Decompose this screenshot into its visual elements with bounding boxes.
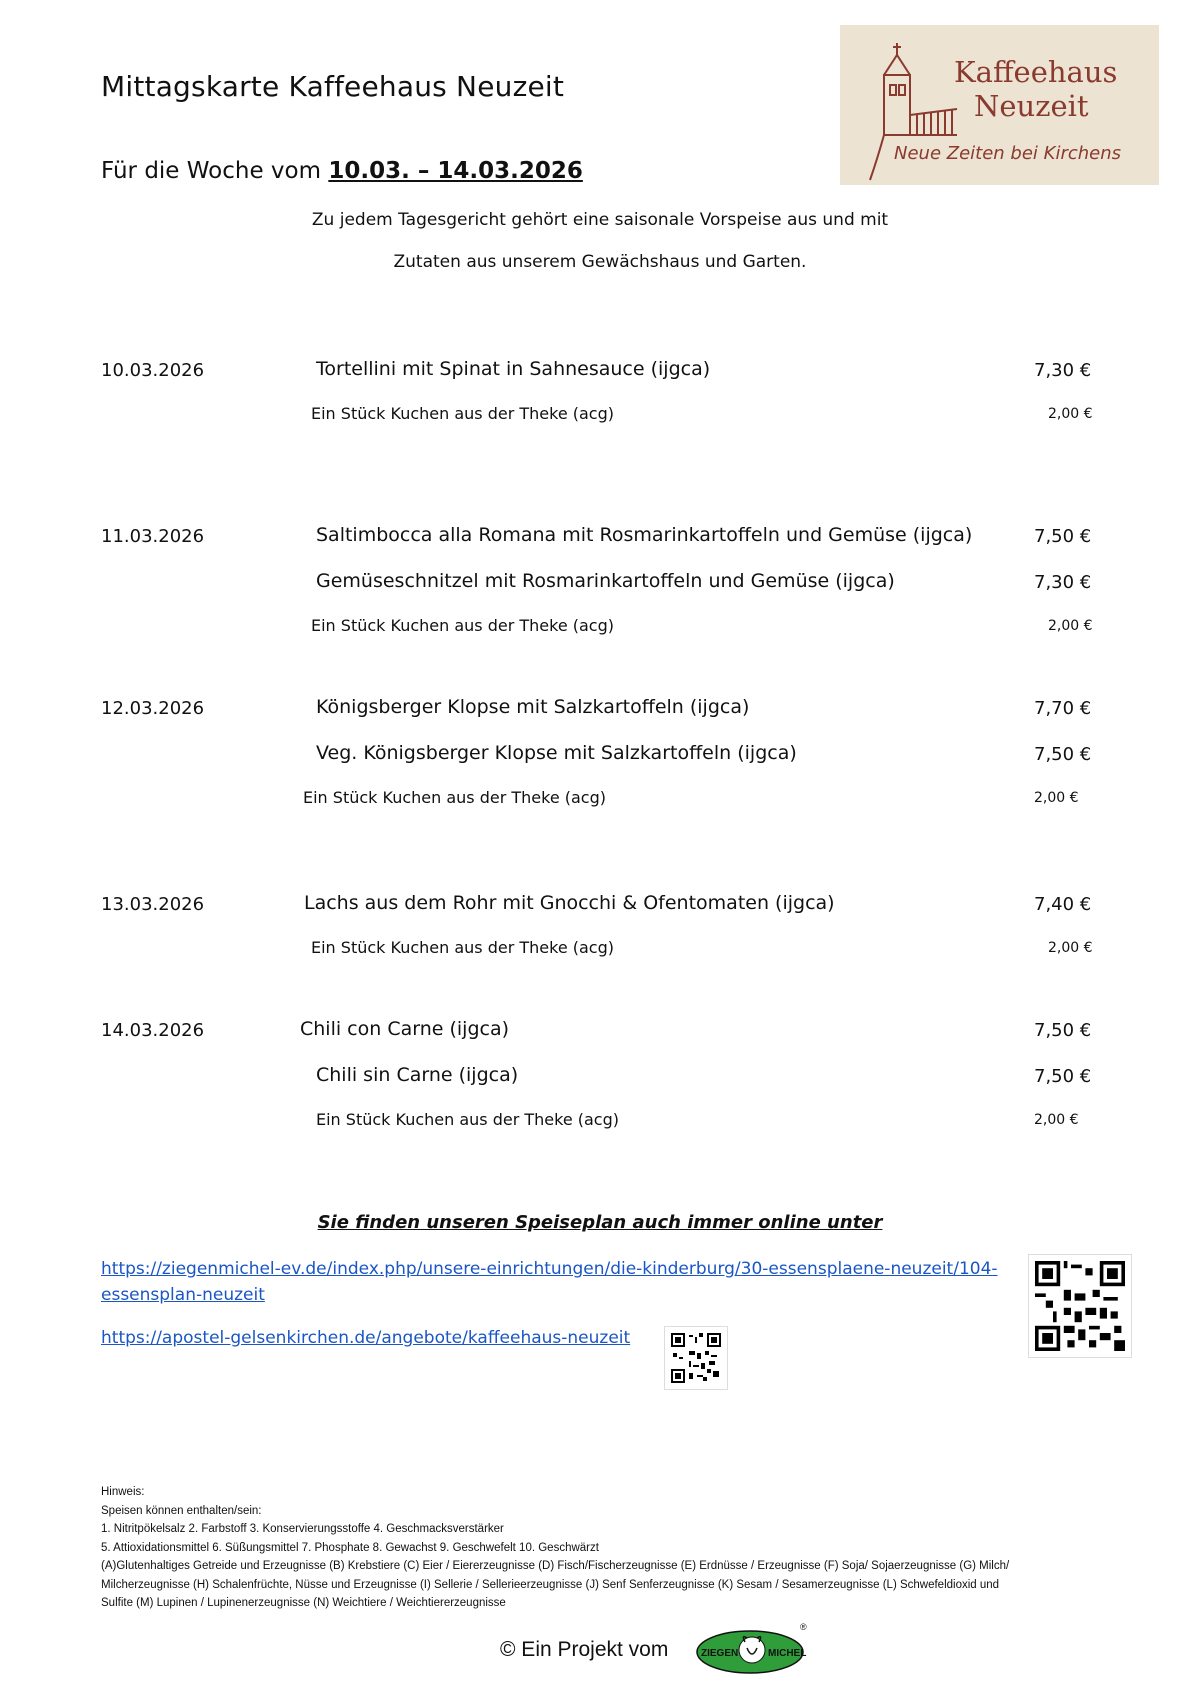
cafe-logo	[840, 25, 1159, 185]
side-name: Ein Stück Kuchen aus der Theke (acg)	[311, 616, 614, 635]
day-date: 11.03.2026	[101, 526, 205, 547]
side-price: 2,00 €	[1034, 1112, 1079, 1128]
ziegenmichel-logo	[694, 1620, 812, 1678]
badge-mark: ®	[800, 1622, 807, 1632]
hint-line: (A)Glutenhaltiges Getreide und Erzeugnisse (B) Krebstiere (C) Eier / Eiererzeugnisse (D) Fisch/Fischerzeugnisse (E) Erdnüsse / Erzeugnisse (F) Soja/ Sojaerzeugnisse (G) Milch/	[101, 1560, 1010, 1572]
page-title: Mittagskarte Kaffeehaus Neuzeit	[101, 70, 565, 103]
dish-name: Lachs aus dem Rohr mit Gnocchi & Ofentomaten (ijgca)	[304, 892, 835, 914]
dish-name: Königsberger Klopse mit Salzkartoffeln (ijgca)	[316, 696, 750, 718]
hint-line: 1. Nitritpökelsalz 2. Farbstoff 3. Konservierungsstoffe 4. Geschmacksverstärker	[101, 1523, 504, 1535]
footer-text: © Ein Projekt vom	[500, 1638, 669, 1661]
day-date: 10.03.2026	[101, 360, 205, 381]
qr-code-ziegenmichel[interactable]	[1028, 1254, 1132, 1358]
link-ziegenmichel-line-2[interactable]: essensplan-neuzeit	[101, 1285, 265, 1305]
logo-line-2: Neuzeit	[974, 89, 1089, 123]
side-name: Ein Stück Kuchen aus der Theke (acg)	[303, 788, 606, 807]
dish-name: Veg. Königsberger Klopse mit Salzkartoffeln (ijgca)	[316, 742, 797, 764]
hint-line: 5. Attioxidationsmittel 6. Süßungsmittel 7. Phosphate 8. Gewachst 9. Geschwefelt 10. Geschwärzt	[101, 1541, 599, 1554]
week-range: 10.03. – 14.03.2026	[328, 158, 583, 184]
intro-line-2: Zutaten aus unserem Gewächshaus und Garten.	[393, 252, 807, 272]
qr-code-apostel[interactable]	[664, 1326, 728, 1390]
allergen-notice	[101, 1483, 1111, 1613]
day-date: 13.03.2026	[101, 894, 205, 915]
day-date: 14.03.2026	[101, 1020, 205, 1041]
hint-line: Speisen können enthalten/sein:	[101, 1504, 262, 1517]
dish-price: 7,30 €	[1034, 572, 1092, 593]
online-heading: Sie finden unseren Speiseplan auch immer online unter	[317, 1212, 883, 1233]
dish-name: Gemüseschnitzel mit Rosmarinkartoffeln und Gemüse (ijgca)	[316, 570, 895, 592]
dish-price: 7,50 €	[1034, 1066, 1092, 1087]
side-name: Ein Stück Kuchen aus der Theke (acg)	[316, 1110, 619, 1129]
dish-price: 7,30 €	[1034, 360, 1092, 381]
link-apostel[interactable]: https://apostel-gelsenkirchen.de/angebote/kaffeehaus-neuzeit	[101, 1328, 631, 1348]
day-date: 12.03.2026	[101, 698, 205, 719]
badge-right-text: MICHEL	[768, 1648, 807, 1659]
hint-line: Milcherzeugnisse (H) Schalenfrüchte, Nüsse und Erzeugnisse (I) Sellerie / Sellerieerzeugnisse (J) Senf Senferzeugnisse (K) Sesam / Sesamerzeugnisse (L) Schwefeldioxid und	[101, 1578, 1000, 1591]
side-name: Ein Stück Kuchen aus der Theke (acg)	[311, 404, 614, 423]
hint-line: Sulfite (M) Lupinen / Lupinenerzeugnisse (N) Weichtiere / Weichtiererzeugnisse	[101, 1597, 506, 1609]
logo-tagline: Neue Zeiten bei Kirchens	[894, 143, 1122, 164]
side-price: 2,00 €	[1034, 790, 1079, 806]
dish-price: 7,40 €	[1034, 894, 1092, 915]
link-ziegenmichel-line-1[interactable]: https://ziegenmichel-ev.de/index.php/unsere-einrichtungen/die-kinderburg/30-essensplaene-neuzeit/104-	[101, 1259, 998, 1279]
side-name: Ein Stück Kuchen aus der Theke (acg)	[311, 938, 614, 957]
side-price: 2,00 €	[1048, 940, 1093, 956]
logo-line-1: Kaffeehaus	[954, 55, 1118, 89]
qr-icon	[1035, 1261, 1125, 1351]
dish-price: 7,50 €	[1034, 1020, 1092, 1041]
dish-price: 7,70 €	[1034, 698, 1092, 719]
side-price: 2,00 €	[1048, 618, 1093, 634]
dish-name: Saltimbocca alla Romana mit Rosmarinkartoffeln und Gemüse (ijgca)	[316, 524, 973, 546]
dish-name: Tortellini mit Spinat in Sahnesauce (ijgca)	[316, 358, 711, 380]
dish-price: 7,50 €	[1034, 526, 1092, 547]
week-prefix: Für die Woche vom	[101, 158, 322, 184]
week-line	[101, 158, 583, 184]
dish-name: Chili sin Carne (ijgca)	[316, 1064, 519, 1086]
dish-price: 7,50 €	[1034, 744, 1092, 765]
qr-icon	[671, 1333, 721, 1383]
badge-left-text: ZIEGEN	[701, 1648, 739, 1659]
dish-name: Chili con Carne (ijgca)	[300, 1018, 510, 1040]
intro-line-1: Zu jedem Tagesgericht gehört eine saisonale Vorspeise aus und mit	[311, 210, 889, 230]
side-price: 2,00 €	[1048, 406, 1093, 422]
hint-line: Hinweis:	[101, 1486, 145, 1498]
